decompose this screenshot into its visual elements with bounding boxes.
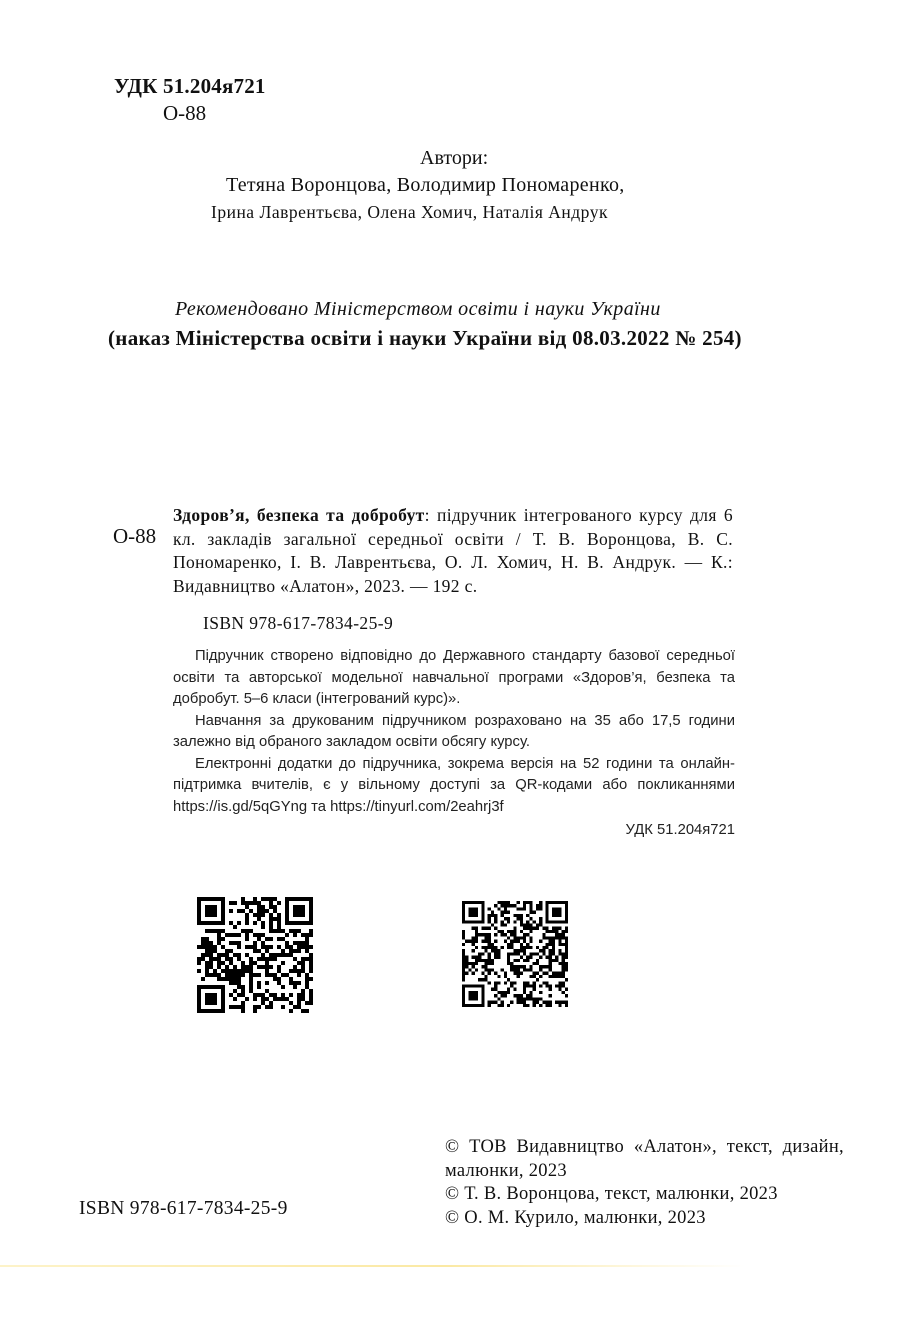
author-code: О-88 — [163, 101, 207, 125]
book-description: : підручник інтегрованого курсу для 6 кл. закладів загальної середньої освіти / Т. В. Воронцова, В. С. Пономаренко, І. В. Лаврентьєва, О. Л. Хомич, Н. В. Андрук. — К.: Видавництво «Алатон», 2023. — 192 с. — [173, 505, 733, 596]
book-title: Здоров’я, безпека та добробут — [173, 505, 425, 525]
bottom-rule — [0, 1265, 745, 1267]
copyright-line-2: © Т. В. Воронцова, текст, малюнки, 2023 — [445, 1184, 778, 1204]
copyright-line-3: © О. М. Курило, малюнки, 2023 — [445, 1207, 706, 1228]
qr-code-icon — [197, 897, 313, 1013]
udk-header: УДК 51.204я721 — [114, 74, 266, 98]
footer-isbn: ISBN 978-617-7834-25-9 — [79, 1198, 288, 1219]
bibliography-author-code: О-88 — [113, 524, 157, 548]
ministry-recommendation: Рекомендовано Міністерством освіти і науки України — [175, 298, 661, 320]
ministry-order: (наказ Міністерства освіти і науки України від 08.03.2022 № 254) — [108, 326, 742, 350]
copyright-notices — [445, 1136, 844, 1230]
annotation-paragraph-1: Підручник створено відповідно до Державного стандарту базової середньої освіти та авторської модельної навчальної програми «Здоров’я, безпека та добробут. 5–6 класи (інтегрований курс)». — [173, 648, 735, 707]
qr-code-icon — [462, 901, 568, 1007]
annotation-udk: УДК 51.204я721 — [625, 822, 735, 838]
bibliographic-description — [173, 504, 733, 598]
authors-heading: Автори: — [420, 147, 489, 169]
authors-line-1: Тетяна Воронцова, Володимир Пономаренко, — [226, 174, 625, 196]
annotation-paragraph-3: Електронні додатки до підручника, зокрема версія на 52 години та онлайн-підтримка вчителів, є у вільному доступі за QR-кодами або покликаннями https://is.gd/5qGYng та https://tinyurl.com/2eahrj3f — [173, 755, 735, 815]
annotation-paragraph-2: Навчання за друкованим підручником розраховано на 35 або 17,5 години залежно від обраного закладом освіти обсягу курсу. — [173, 712, 735, 750]
copyright-line-1: © ТОВ Видавництво «Алатон», текст, дизайн, малюнки, 2023 — [445, 1137, 844, 1181]
authors-line-2: Ірина Лаврентьєва, Олена Хомич, Наталія Андрук — [211, 202, 608, 222]
annotation — [173, 646, 735, 842]
bibliography-isbn: ISBN 978-617-7834-25-9 — [203, 613, 394, 633]
